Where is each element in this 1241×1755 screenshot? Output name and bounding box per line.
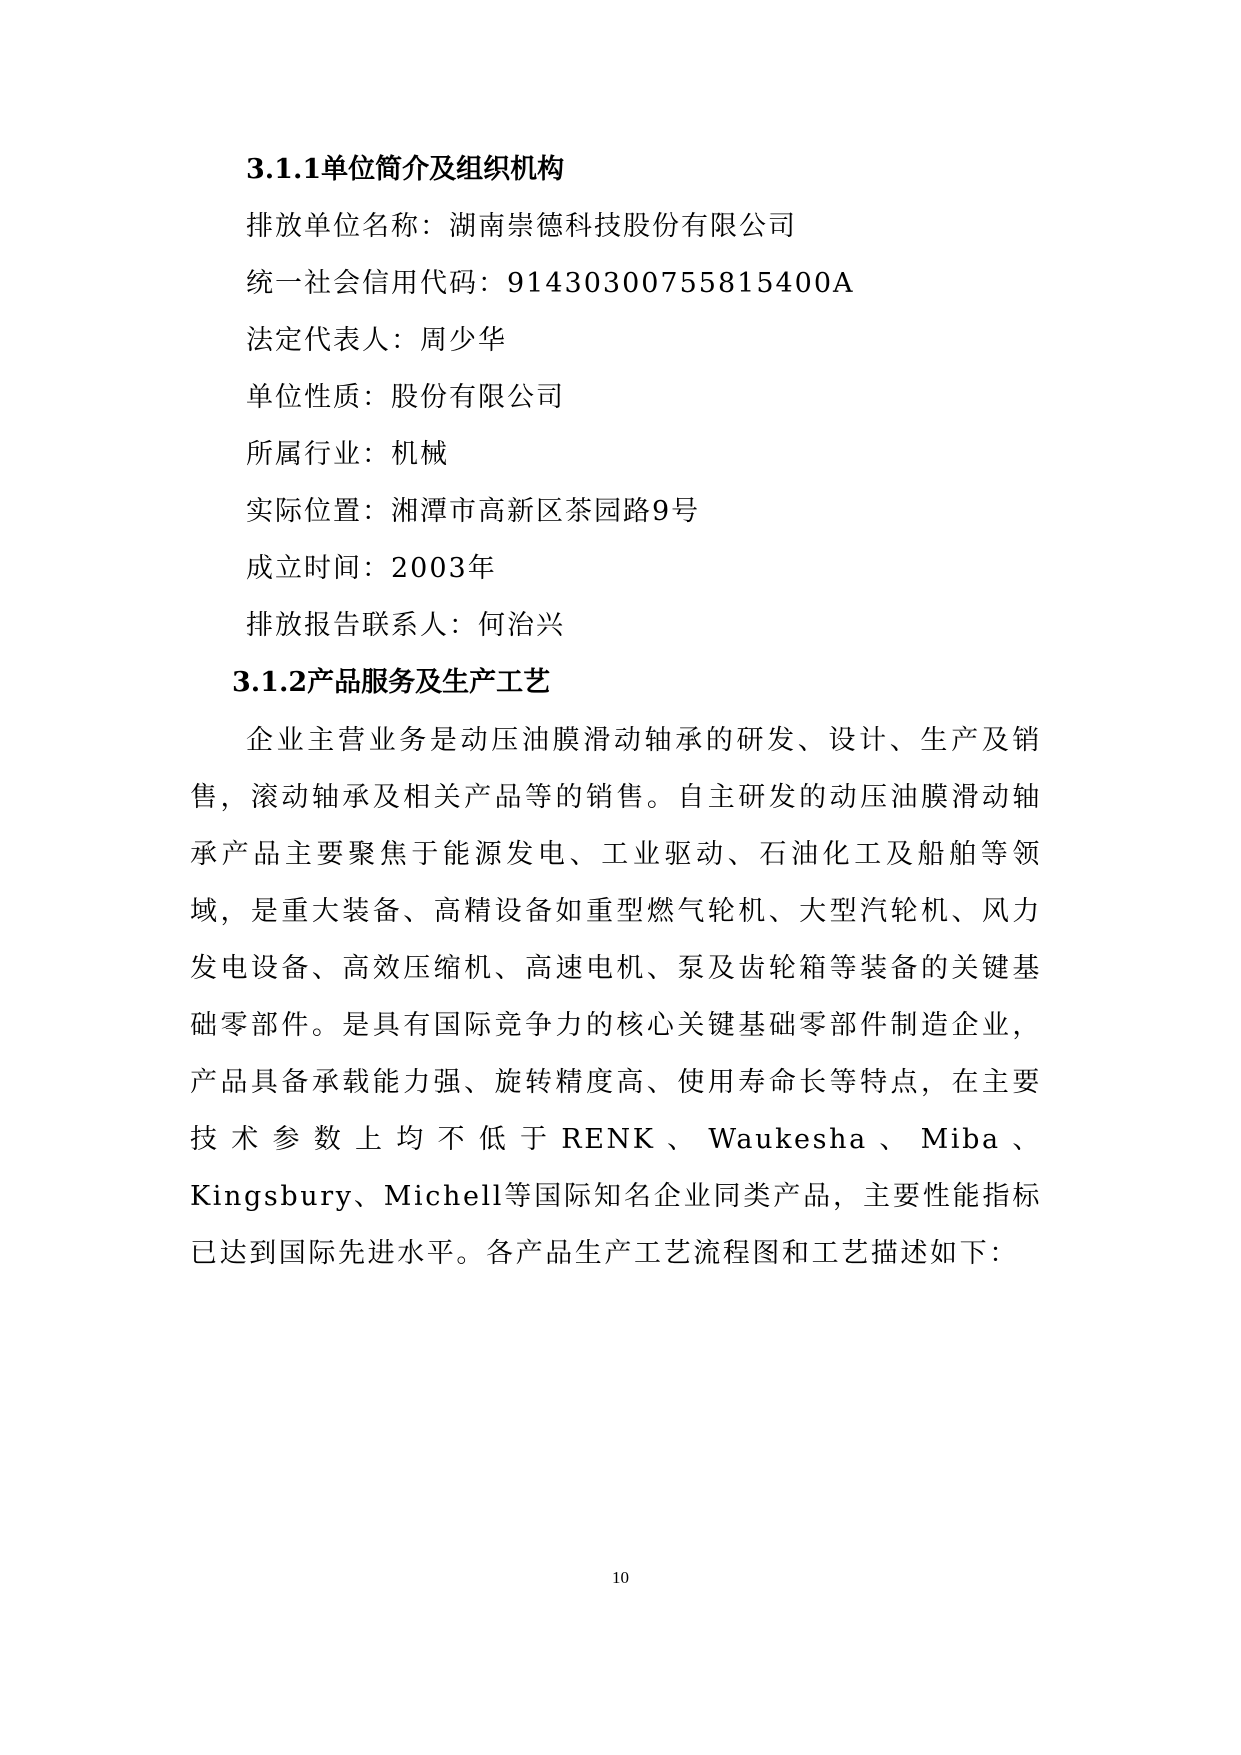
field-credit-code: 统一社会信用代码：91430300755815400A: [246, 268, 855, 299]
field-contact-person: 排放报告联系人：何治兴: [246, 610, 565, 641]
field-industry: 所属行业：机械: [246, 439, 449, 470]
field-emitter-name: 排放单位名称：湖南崇德科技股份有限公司: [246, 211, 797, 242]
page-number: 10: [612, 1568, 629, 1587]
section-heading-3-1-2: 3.1.2产品服务及生产工艺: [232, 667, 551, 698]
field-entity-type: 单位性质：股份有限公司: [246, 382, 565, 413]
business-description-paragraph: 企业主营业务是动压油膜滑动轴承的研发、设计、生产及销售，滚动轴承及相关产品等的销售。自主研发的动压油膜滑动轴承产品主要聚焦于能源发电、工业驱动、石油化工及船舶等领域，是重大装备、高精设备如重型燃气轮机、大型汽轮机、风力发电设备、高效压缩机、高速电机、泵及齿轮箱等装备的关键基础零部件。是具有国际竞争力的核心关键基础零部件制造企业，产品具备承载能力强、旋转精度高、使用寿命长等特点，在主要技术参数上均不低于RENK、Waukesha、Miba、Kingsbury、Michell等国际知名企业同类产品，主要性能指标已达到国际先进水平。各产品生产工艺流程图和工艺描述如下：: [190, 725, 1042, 1269]
field-location: 实际位置：湘潭市高新区茶园路9号: [246, 496, 701, 527]
field-legal-representative: 法定代表人：周少华: [246, 325, 507, 356]
section-heading-3-1-1: 3.1.1单位简介及组织机构: [246, 154, 565, 185]
field-established: 成立时间：2003年: [246, 553, 497, 584]
